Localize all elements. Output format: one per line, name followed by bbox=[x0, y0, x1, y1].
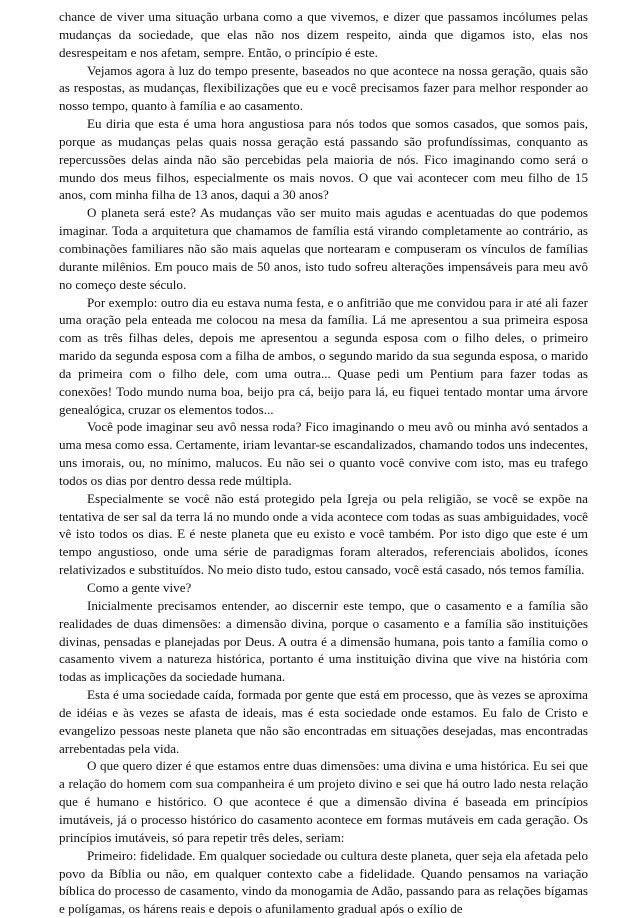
document-page bbox=[59, 8, 588, 918]
paragraph-10: Esta é uma sociedade caída, formada por gente que está em processo, que às vezes se aproxima de idéias e às vezes se afasta de ideais, mas é esta sociedade onde estamos. Eu falo de Cristo e evangelizo pessoas neste planeta que não são encontradas em situações desejadas, mas encontradas arrebentadas pela vida. bbox=[59, 687, 588, 756]
paragraph-7: Especialmente se você não está protegido pela Igreja ou pela religião, se você se expõe na tentativa de ser sal da terra lá no mundo onde a vida acontece com todas as suas ambiguidades, você vê isto todos os dias. E é neste planeta que eu existo e você também. Por isto digo que este é um tempo angustioso, onde uma série de paradigmas foram alterados, referenciais abolidos, ícones relativizados e substituídos. No meio disto tudo, estou cansado, você está casado, nós temos família. bbox=[59, 490, 588, 578]
paragraph-6: Você pode imaginar seu avô nessa roda? Fico imaginando o meu avô ou minha avó sentados a uma mesa como essa. Certamente, iriam levantar-se escandalizados, chamando todos uns indecentes, uns imorais, ou, no mínimo, malucos. Eu não sei o quanto você convive com isto, mas eu trafego todos os dias por dentro dessa rede múltipla. bbox=[59, 419, 588, 488]
paragraph-9: Inicialmente precisamos entender, ao discernir este tempo, que o casamento e a família são realidades de duas dimensões: a dimensão divina, porque o casamento e a família são instituições divinas, pensadas e planejadas por Deus. A outra é a dimensão humana, pois tanto a família como o casamento vivem a natureza histórica, portanto é uma instituição divina que vive na história com todas as implicações da sociedade humana. bbox=[59, 597, 588, 685]
paragraph-1: chance de viver uma situação urbana como a que vivemos, e dizer que passamos incólumes pelas mudanças da sociedade, que elas não nos dizem respeito, ainda que digamos isto, elas nos desrespeitam e nos afetam, sempre. Então, o princípio é este. bbox=[59, 9, 588, 60]
paragraph-3: Eu diria que esta é uma hora angustiosa para nós todos que somos casados, que somos pais, porque as mudanças pelas quais nossa geração está passando são profundíssimas, conquanto as repercussões delas ainda não são percebidas pela maioria de nós. Fico imaginando como será o mundo dos meus filhos, especialmente os mais novos. O que vai acontecer com meu filho de 15 anos, com minha filha de 13 anos, daqui a 30 anos? bbox=[59, 116, 588, 203]
paragraph-11: O que quero dizer é que estamos entre duas dimensões: uma divina e uma histórica. Eu sei que a relação do homem com sua companheira é um projeto divino e sei que há outro lado nesta relação que é humano e histórico. O que acontece é que a dimensão divina é baseada em princípios imutáveis, já o processo histórico do casamento acontece em formas mutáveis em cada geração. Os princípios imutáveis, só para repetir três deles, seriam: bbox=[59, 758, 588, 845]
paragraph-4: O planeta será este? As mudanças vão ser muito mais agudas e acentuadas do que podemos imaginar. Toda a arquitetura que chamamos de família está virando completamente ao contrário, as combinações familiares não são mais aquelas que nortearam e compuseram os vínculos de famílias durante milênios. Em pouco mais de 50 anos, isto tudo sofreu alterações impensáveis para meu avô no começo deste século. bbox=[59, 205, 588, 292]
paragraph-5: Por exemplo: outro dia eu estava numa festa, e o anfitrião que me convidou para ir até ali fazer uma oração pela enteada me colocou na mesa da família. Lá me apresentou a sua primeira esposa com as três filhas deles, depois me apresentou a segunda esposa com o filho deles, o primeiro marido da segunda esposa com a filha de ambos, o segundo marido da sua segunda esposa, o marido da primeira com o filho dele, com uma outra... Quase pedi um Pentium para fazer todas as conexões! Todo mundo numa boa, beijo pra cá, beijo para lá, eu fiquei tentado montar uma árvore genealógica, cruzar os elementos todos... bbox=[59, 294, 588, 417]
paragraph-8: Como a gente vive? bbox=[87, 580, 192, 595]
paragraph-12: Primeiro: fidelidade. Em qualquer sociedade ou cultura deste planeta, quer seja ela afetada pelo povo da Bíblia ou não, em qualquer contexto cabe a fidelidade. Quando pensamos na variação bíblica do processo de casamento, vindo da monogamia de Adão, passando para as relações bígamas e polígamas, os hárens reais e depois o afunilamento gradual após o exílio de bbox=[59, 847, 588, 917]
paragraph-2: Vejamos agora à luz do tempo presente, baseados no que acontece na nossa geração, quais são as respostas, as mudanças, flexibilizações que eu e você precisamos fazer para melhor responder ao nosso tempo, quanto à família e ao casamento. bbox=[59, 62, 588, 114]
